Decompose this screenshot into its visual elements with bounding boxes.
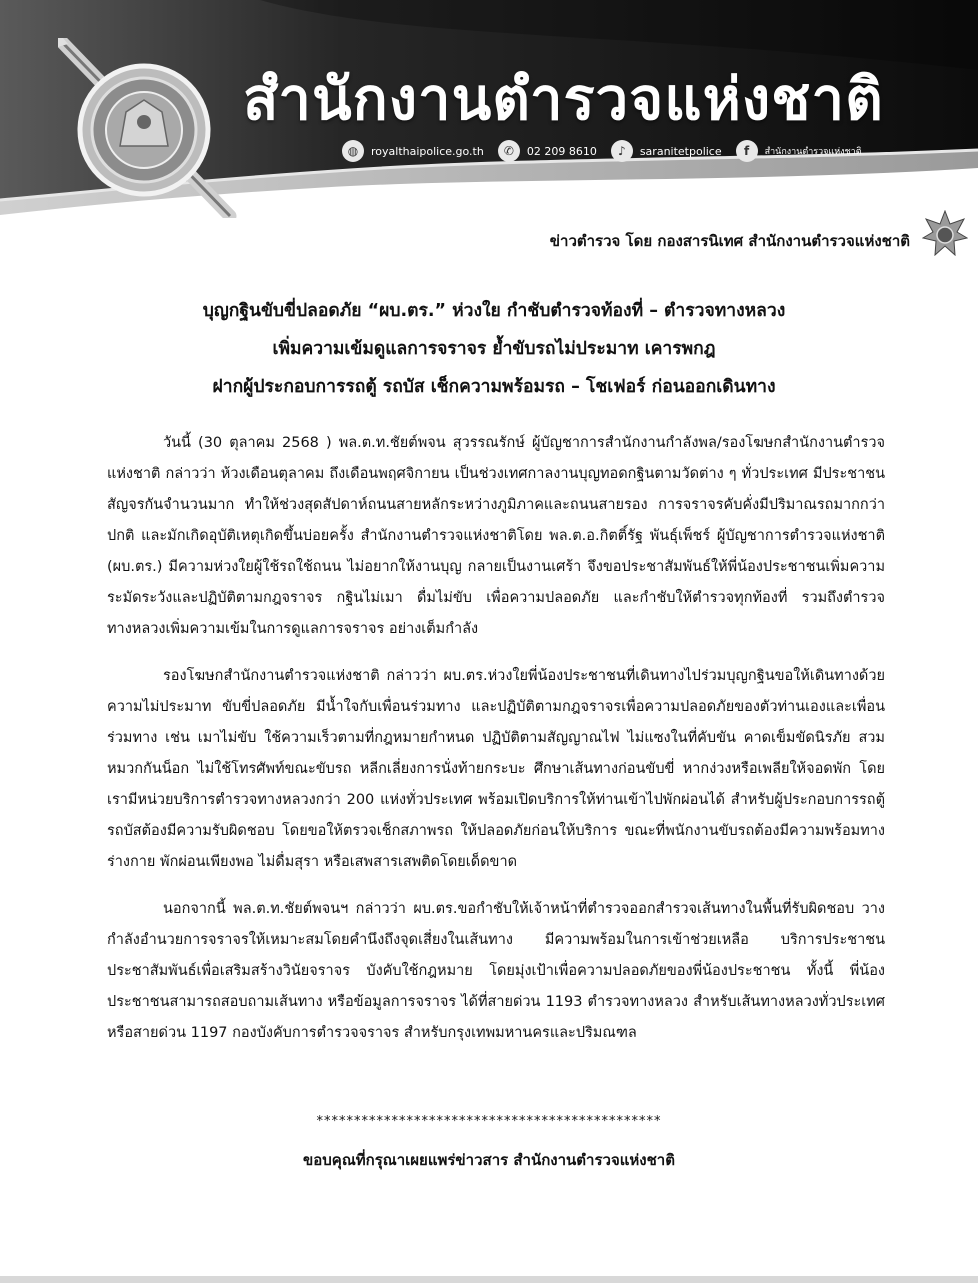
article-body [107, 428, 885, 1065]
headline-block [60, 292, 928, 406]
paragraph-1: วันนี้ (30 ตุลาคม 2568 ) พล.ต.ท.ชัยต์พจน สุวรรณรักษ์ ผู้บัญชาการสำนักงานกำลังพล/รองโฆษกสำนักงานตำรวจแห่งชาติ กล่าวว่า ห้วงเดือนตุลาคม ถึงเดือนพฤศจิกายน เป็นช่วงเทศกาลงานบุญทอดกฐินตามวัดต่าง ๆ ทั่วประเทศ มีประชาชนสัญจรกันจำนวนมาก ทำให้ช่วงสุดสัปดาห์ถนนสายหลักระหว่างภูมิภาคและถนนสายรอง การจราจรคับคั่งมีปริมาณรถมากกว่าปกติ และมักเกิดอุบัติเหตุเกิดขึ้นบ่อยครั้ง สำนักงานตำรวจแห่งชาติโดย พล.ต.อ.กิตติ์รัฐ พันธุ์เพ็ชร์ ผู้บัญชาการตำรวจแห่งชาติ (ผบ.ตร.) มีความห่วงใยผู้ใช้รถใช้ถนน ไม่อยากให้งานบุญ กลายเป็นงานเศร้า จึงขอประชาสัมพันธ์ให้พี่น้องประชาชนเพิ่มความระมัดระวังและปฏิบัติตามกฎจราจร กฐินไม่เมา ดื่มไม่ขับ เพื่อความปลอดภัย และกำชับให้ตำรวจทุกท้องที่ รวมถึงตำรวจทางหลวงเพิ่มความเข้มในการดูแลการจราจร อย่างเต็มกำลัง [107, 435, 885, 637]
paragraph-2: รองโฆษกสำนักงานตำรวจแห่งชาติ กล่าวว่า ผบ.ตร.ห่วงใยพี่น้องประชาชนที่เดินทางไปร่วมบุญกฐินขอให้เดินทางด้วยความไม่ประมาท ขับขี่ปลอดภัย มีน้ำใจกับเพื่อนร่วมทาง และปฏิบัติตามกฎจราจรเพื่อความปลอดภัยของตัวท่านเองและเพื่อนร่วมทาง เช่น เมาไม่ขับ ใช้ความเร็วตามที่กฎหมายกำหนด ปฏิบัติตามสัญญาณไฟ ไม่แซงในที่คับขัน คาดเข็มขัดนิรภัย สวมหมวกกันน็อก ไม่ใช้โทรศัพท์ขณะขับรถ หลีกเลี่ยงการนั่งท้ายกระบะ ศึกษาเส้นทางก่อนขับขี่ หากง่วงหรือเพลียให้จอดพัก โดยเรามีหน่วยบริการตำรวจทางหลวงกว่า 200 แห่งทั่วประเทศ พร้อมเปิดบริการให้ท่านเข้าไปพักผ่อนได้ สำหรับผู้ประกอบการรถตู้ รถบัสต้องมีความรับผิดชอบ โดยขอให้ตรวจเช็กสภาพรถ ให้ปลอดภัยก่อนให้บริการ ขณะที่พนักงานขับรถต้องมีความพร้อมทางร่างกาย พักผ่อนเพียงพอ ไม่ดื่มสุรา หรือเสพสารเสพติดโดยเด็ดขาด [107, 668, 885, 870]
asterisk-divider: ********************************************** [316, 1114, 662, 1129]
tiktok-icon: ♪ [611, 140, 633, 162]
contact-phone[interactable] [498, 140, 597, 162]
page-bottom-edge [0, 1276, 978, 1283]
paragraph-3: นอกจากนี้ พล.ต.ท.ชัยต์พจนฯ กล่าวว่า ผบ.ตร.ขอกำชับให้เจ้าหน้าที่ตำรวจออกสำรวจเส้นทางในพื้นที่รับผิดชอบ วางกำลังอำนวยการจราจรให้เหมาะสมโดยคำนึงถึงจุดเสี่ยงในเส้นทาง มีความพร้อมในการเข้าช่วยเหลือ บริการประชาชน ประชาสัมพันธ์เพื่อเสริมสร้างวินัยจราจร บังคับใช้กฎหมาย โดยมุ่งเป้าเพื่อความปลอดภัยของพี่น้องประชาชน ทั้งนี้ พี่น้องประชาชนสามารถสอบถามเส้นทาง หรือข้อมูลการจราจร ได้ที่สายด่วน 1193 ตำรวจทางหลวง สำหรับเส้นทางหลวงทั่วประเทศ หรือสายด่วน 1197 กองบังคับการตำรวจจราจร สำหรับกรุงเทพมหานครและปริมณฑล [107, 901, 885, 1041]
headline-line-1: บุญกฐินขับขี่ปลอดภัย “ผบ.ตร.” ห่วงใย กำชับตำรวจท้องที่ – ตำรวจทางหลวง [202, 301, 786, 321]
website-text: royalthaipolice.go.th [371, 144, 484, 158]
facebook-icon: f [736, 140, 758, 162]
tiktok-text: saranitetpolice [639, 144, 722, 158]
letterhead-banner [0, 0, 978, 262]
police-emblem-icon [58, 38, 258, 218]
headline-line-2: เพิ่มความเข้มดูแลการจราจร ย้ำขับรถไม่ประมาท เคารพกฎ [272, 339, 716, 359]
contact-tiktok[interactable] [611, 140, 722, 162]
phone-text: 02 209 8610 [526, 144, 597, 158]
contact-facebook[interactable] [736, 140, 862, 162]
org-title: สำนักงานตำรวจแห่งชาติ [243, 65, 884, 133]
contact-website[interactable] [342, 140, 484, 162]
news-source-line: ข่าวตำรวจ โดย กองสารนิเทศ สำนักงานตำรวจแห่งชาติ [549, 232, 910, 250]
phone-icon: ✆ [498, 140, 520, 162]
contact-bar [342, 138, 876, 164]
facebook-text: สำนักงานตำรวจแห่งชาติ [764, 147, 862, 157]
thanks-line: ขอบคุณที่กรุณาเผยแพร่ข่าวสาร สำนักงานตำรวจแห่งชาติ [303, 1151, 675, 1169]
globe-icon: ◍ [342, 140, 364, 162]
star-badge-icon [922, 210, 968, 256]
headline-line-3: ฝากผู้ประกอบการรถตู้ รถบัส เช็กความพร้อมรถ – โชเฟอร์ ก่อนออกเดินทาง [212, 377, 776, 397]
